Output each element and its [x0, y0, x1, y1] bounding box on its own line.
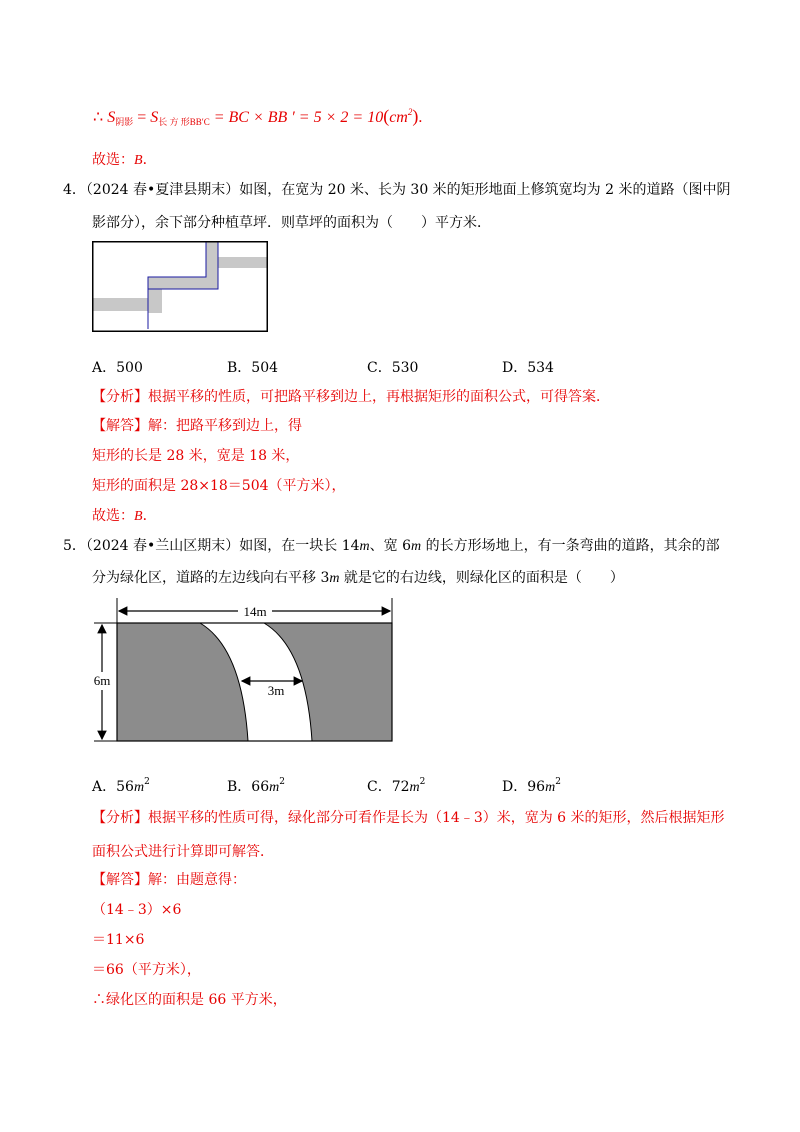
formula-sub-shadow: 阴影: [115, 117, 134, 127]
answer-end: ．: [142, 152, 157, 168]
q4-analysis: [92, 387, 610, 407]
option-letter: A．: [92, 360, 117, 376]
q5-option-d[interactable]: [502, 776, 561, 796]
option-unit: m: [545, 780, 556, 795]
q4-solution-line3: [92, 476, 346, 496]
option-letter: D．: [502, 360, 528, 376]
q5-line1-a: （2024 春•兰山区期末）如图，在一块长 14: [85, 538, 360, 554]
solution-text: 解：把路平移到边上，得: [148, 418, 302, 434]
option-exponent: 2: [419, 777, 426, 787]
solution-line: （14﹣3）×6: [92, 902, 182, 918]
formula-end: .: [418, 109, 423, 126]
q5-unit-m: m: [359, 539, 370, 554]
option-letter: B．: [227, 779, 252, 795]
option-exponent: 2: [555, 777, 561, 787]
answer-letter: B: [134, 153, 143, 168]
q5-width-label: 6m: [93, 673, 111, 688]
q5-option-c[interactable]: [367, 776, 425, 796]
q5-analysis: [92, 808, 725, 828]
q5-stem-line1: [63, 536, 720, 557]
q5-solution-line3: [92, 930, 144, 950]
formula-rest: = BC × BB ′ = 5 × 2 = 10: [209, 109, 384, 126]
q5-stem-line2: [92, 568, 624, 589]
q5-unit-m: m: [329, 571, 340, 586]
option-letter: C．: [367, 360, 392, 376]
q5-field-figure: [90, 596, 395, 746]
option-unit: m: [133, 780, 145, 795]
q5-shift-label: 3m: [267, 683, 285, 698]
therefore-symbol: ∴: [93, 109, 104, 126]
option-value: 534: [527, 360, 554, 376]
solution-line: 矩形的长是 28 米，宽是 18 米，: [92, 448, 300, 464]
analysis-text: 面积公式进行计算即可解答．: [92, 844, 274, 860]
solution-line: ∴绿化区的面积是 66 平方米，: [92, 992, 287, 1008]
q5-line1-c: 的长方形场地上，有一条弯曲的道路，其余的部: [421, 538, 720, 554]
solution-tag: 【解答】: [92, 418, 148, 434]
q4-road-figure: [92, 241, 268, 332]
q5-option-b[interactable]: [227, 776, 285, 796]
option-number: 66: [251, 779, 270, 795]
option-number: 72: [391, 779, 410, 795]
formula-s: S: [107, 109, 116, 126]
q4-line1: （2024 春•夏津县期末）如图，在宽为 20 米、长为 30 米的矩形地面上修筑宽均为 2 米的道路（图中阴: [85, 182, 731, 198]
q5-option-a[interactable]: [92, 776, 150, 796]
answer-prefix: 故选：: [92, 508, 134, 524]
previous-answer: [92, 150, 157, 171]
answer-letter: B: [134, 509, 143, 524]
q4-option-b[interactable]: [227, 357, 278, 377]
q5-analysis-line2: [92, 842, 274, 862]
option-value: 504: [251, 360, 279, 376]
analysis-text: 根据平移的性质可得，绿化部分可看作是长为（14﹣3）米，宽为 6 米的矩形，然后根据矩形: [148, 810, 725, 826]
option-unit: m: [269, 780, 280, 795]
analysis-tag: 【分析】: [92, 810, 148, 826]
q4-answer: [92, 506, 157, 527]
analysis-tag: 【分析】: [92, 389, 148, 405]
solution-tag: 【解答】: [92, 872, 148, 888]
q5-solution-line4: [92, 960, 201, 980]
solution-line: ＝11×6: [92, 932, 145, 948]
option-exponent: 2: [279, 777, 285, 787]
option-letter: B．: [227, 360, 252, 376]
option-letter: C．: [367, 779, 392, 795]
option-letter: D．: [502, 779, 528, 795]
q5-line2-a: 分为绿化区，道路的左边线向右平移 3: [92, 570, 330, 586]
q5-length-label: 14m: [243, 604, 267, 619]
analysis-text: 根据平移的性质，可把路平移到边上，再根据矩形的面积公式，可得答案．: [148, 389, 610, 405]
answer-end: ．: [142, 508, 157, 524]
formula-eq: =: [133, 109, 151, 126]
q5-line1-b: 、宽 6: [369, 538, 412, 554]
solution-line: ＝66（平方米），: [92, 962, 201, 978]
previous-formula: ∴ $S_{阴影} = S_{长 方 形BB'C}$ = BC × BB ′ = $5 \times 2 = 10(cm^2)$.: [93, 106, 423, 127]
q5-solution: [92, 870, 246, 890]
q4-option-c[interactable]: [367, 357, 418, 377]
formula-s2: S: [150, 109, 159, 126]
q5-line2-b: 就是它的右边线，则绿化区的面积是（ ）: [339, 570, 624, 586]
q5-unit-m: m: [411, 539, 422, 554]
q4-stem-line1: [63, 180, 731, 200]
option-value: 500: [116, 360, 143, 376]
option-exponent: 2: [144, 777, 150, 787]
q4-solution: [92, 416, 302, 436]
formula-sub-rect: 长 方 形BB′C: [158, 117, 210, 127]
q4-solution-line2: [92, 446, 299, 466]
option-letter: A．: [92, 779, 117, 795]
answer-prefix: 故选：: [92, 152, 134, 168]
solution-line: 矩形的面积是 28×18＝504（平方米），: [92, 478, 346, 494]
option-number: 56: [116, 779, 134, 795]
q4-option-d[interactable]: [502, 357, 554, 377]
q4-line2: 影部分），余下部分种植草坪．则草坪的面积为（ ）平方米．: [92, 215, 491, 231]
q4-number: 4．: [63, 182, 86, 198]
q5-number: 5．: [63, 538, 86, 554]
formula-unit-exp: 2: [407, 107, 413, 117]
q5-solution-line2: [92, 900, 181, 920]
q4-option-a[interactable]: [92, 357, 143, 377]
option-number: 96: [527, 779, 546, 795]
q4-stem-line2: [92, 213, 491, 233]
option-unit: m: [409, 780, 420, 795]
q5-solution-line5: [92, 990, 287, 1010]
option-value: 530: [391, 360, 419, 376]
solution-text: 解：由题意得：: [148, 872, 246, 888]
formula-unit: cm: [389, 109, 408, 126]
